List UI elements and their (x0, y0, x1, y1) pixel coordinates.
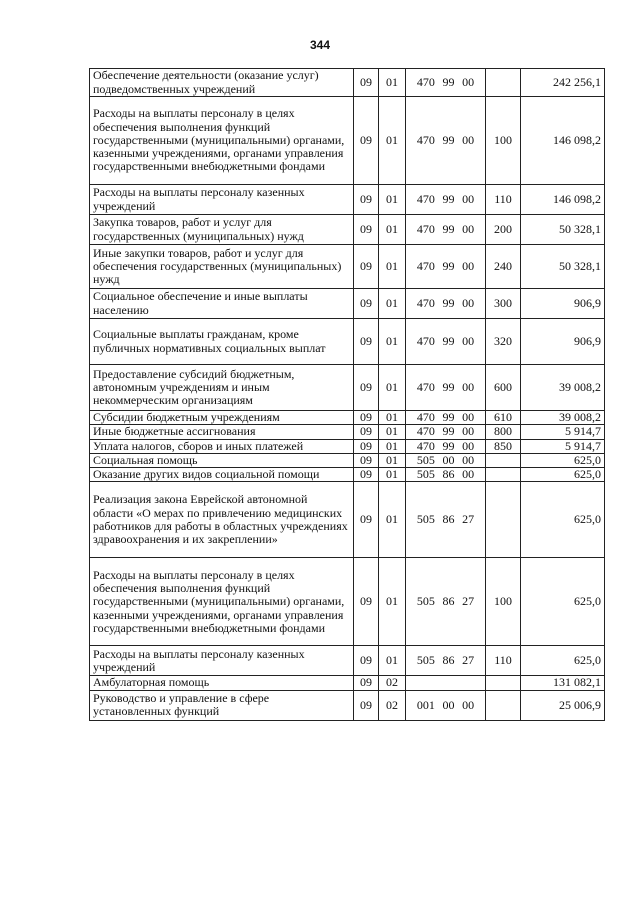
target-article-part: 00 (462, 697, 475, 712)
table-row (90, 245, 605, 289)
row-name: Расходы на выплаты персоналу казенных учреждений (90, 185, 354, 215)
row-target-article (406, 482, 486, 558)
row-section-code: 09 (354, 690, 379, 720)
row-target-article (406, 425, 486, 439)
row-target-article (406, 411, 486, 425)
row-expense-type: 850 (486, 439, 521, 453)
row-target-article (406, 468, 486, 482)
row-target-article (406, 245, 486, 289)
table-row (90, 439, 605, 453)
row-amount: 625,0 (521, 453, 605, 467)
target-article-part: 470 (416, 132, 435, 147)
row-section-code: 09 (354, 185, 379, 215)
target-article-part: 505 (416, 653, 435, 668)
target-article-part: 99 (442, 410, 455, 424)
row-section-code: 09 (354, 245, 379, 289)
target-article-part: 99 (442, 333, 455, 348)
target-article-part: 470 (416, 438, 435, 453)
row-name: Амбулаторная помощь (90, 676, 354, 690)
target-article-part: 470 (416, 333, 435, 348)
row-expense-type: 100 (486, 97, 521, 185)
row-amount: 906,9 (521, 289, 605, 319)
row-section-code: 09 (354, 425, 379, 439)
target-article-parts (409, 699, 482, 712)
row-amount: 131 082,1 (521, 676, 605, 690)
target-article-parts (409, 440, 482, 453)
target-article-parts (409, 454, 482, 467)
target-article-part: 505 (416, 467, 435, 482)
row-name: Социальные выплаты гражданам, кроме публичных нормативных социальных выплат (90, 319, 354, 365)
table-row (90, 319, 605, 365)
row-expense-type: 300 (486, 289, 521, 319)
target-article-part: 00 (462, 258, 475, 273)
row-name: Оказание других видов социальной помощи (90, 468, 354, 482)
table-row (90, 425, 605, 439)
table-row (90, 411, 605, 425)
row-subsection-code: 01 (379, 319, 406, 365)
target-article-part: 99 (442, 74, 455, 89)
row-amount: 146 098,2 (521, 97, 605, 185)
row-name: Реализация закона Еврейской автономной области «О мерах по привлечению медицинских работников для работы в областных учреждениях здравоохранения и их закреплении» (90, 482, 354, 558)
target-article-part: 470 (416, 424, 435, 439)
row-section-code: 09 (354, 97, 379, 185)
target-article-part: 505 (416, 452, 435, 467)
target-article-part: 00 (462, 132, 475, 147)
row-amount: 625,0 (521, 558, 605, 646)
target-article-part: 470 (416, 379, 435, 394)
row-name: Закупка товаров, работ и услуг для государственных (муниципальных) нужд (90, 215, 354, 245)
row-subsection-code: 01 (379, 245, 406, 289)
row-subsection-code: 01 (379, 69, 406, 97)
row-target-article (406, 97, 486, 185)
target-article-part: 00 (462, 379, 475, 394)
target-article-parts (409, 76, 482, 89)
target-article-part: 505 (416, 594, 435, 609)
row-amount: 50 328,1 (521, 215, 605, 245)
row-expense-type: 110 (486, 185, 521, 215)
target-article-part: 00 (442, 697, 455, 712)
target-article-parts (409, 134, 482, 147)
table-row (90, 468, 605, 482)
row-subsection-code: 02 (379, 676, 406, 690)
row-subsection-code: 01 (379, 468, 406, 482)
row-expense-type (486, 676, 521, 690)
row-expense-type: 240 (486, 245, 521, 289)
target-article-part: 00 (442, 452, 455, 467)
row-target-article (406, 289, 486, 319)
table-row (90, 646, 605, 676)
target-article-parts (409, 654, 482, 667)
target-article-parts (409, 513, 482, 526)
page-number: 344 (309, 38, 331, 52)
target-article-parts (409, 193, 482, 206)
table-row (90, 558, 605, 646)
table-row (90, 365, 605, 411)
target-article-part: 99 (442, 295, 455, 310)
row-target-article (406, 185, 486, 215)
row-name: Руководство и управление в сфере установленных функций (90, 690, 354, 720)
row-amount: 39 008,2 (521, 411, 605, 425)
row-subsection-code: 01 (379, 215, 406, 245)
target-article-part: 86 (442, 467, 455, 482)
row-target-article (406, 558, 486, 646)
row-section-code: 09 (354, 289, 379, 319)
table-row (90, 69, 605, 97)
target-article-part: 00 (462, 295, 475, 310)
table-row (90, 215, 605, 245)
target-article-part: 86 (442, 512, 455, 527)
row-target-article (406, 215, 486, 245)
row-expense-type: 110 (486, 646, 521, 676)
target-article-parts (409, 260, 482, 273)
target-article-part: 00 (462, 410, 475, 424)
row-target-article (406, 439, 486, 453)
row-amount: 5 914,7 (521, 439, 605, 453)
row-amount: 625,0 (521, 482, 605, 558)
row-section-code: 09 (354, 453, 379, 467)
row-subsection-code: 02 (379, 690, 406, 720)
row-target-article (406, 690, 486, 720)
row-amount: 146 098,2 (521, 185, 605, 215)
row-expense-type (486, 690, 521, 720)
row-section-code: 09 (354, 319, 379, 365)
row-subsection-code: 01 (379, 289, 406, 319)
target-article-part: 470 (416, 191, 435, 206)
target-article-part: 001 (416, 697, 435, 712)
row-target-article (406, 69, 486, 97)
row-target-article (406, 676, 486, 690)
row-expense-type (486, 453, 521, 467)
target-article-part: 27 (462, 653, 475, 668)
row-expense-type: 600 (486, 365, 521, 411)
row-subsection-code: 01 (379, 646, 406, 676)
row-section-code: 09 (354, 468, 379, 482)
target-article-part: 470 (416, 295, 435, 310)
row-section-code: 09 (354, 676, 379, 690)
row-amount: 625,0 (521, 468, 605, 482)
row-amount: 242 256,1 (521, 69, 605, 97)
target-article-part: 470 (416, 258, 435, 273)
target-article-part: 470 (416, 410, 435, 424)
target-article-part: 00 (462, 221, 475, 236)
target-article-part: 86 (442, 594, 455, 609)
row-expense-type (486, 69, 521, 97)
row-target-article (406, 365, 486, 411)
target-article-parts (409, 595, 482, 608)
row-name: Обеспечение деятельности (оказание услуг) подведомственных учреждений (90, 69, 354, 97)
row-subsection-code: 01 (379, 558, 406, 646)
row-expense-type: 610 (486, 411, 521, 425)
row-expense-type: 320 (486, 319, 521, 365)
target-article-part: 99 (442, 221, 455, 236)
target-article-parts (409, 297, 482, 310)
target-article-part: 00 (462, 191, 475, 206)
target-article-part: 00 (462, 333, 475, 348)
row-name: Субсидии бюджетным учреждениям (90, 411, 354, 425)
row-name: Иные бюджетные ассигнования (90, 425, 354, 439)
row-section-code: 09 (354, 215, 379, 245)
row-expense-type (486, 482, 521, 558)
row-section-code: 09 (354, 365, 379, 411)
row-amount: 50 328,1 (521, 245, 605, 289)
table-row (90, 482, 605, 558)
row-subsection-code: 01 (379, 425, 406, 439)
row-section-code: 09 (354, 411, 379, 425)
row-target-article (406, 453, 486, 467)
target-article-part: 99 (442, 258, 455, 273)
target-article-part: 505 (416, 512, 435, 527)
target-article-part: 27 (462, 512, 475, 527)
row-subsection-code: 01 (379, 365, 406, 411)
row-expense-type (486, 468, 521, 482)
row-section-code: 09 (354, 646, 379, 676)
row-section-code: 09 (354, 69, 379, 97)
row-subsection-code: 01 (379, 411, 406, 425)
row-subsection-code: 01 (379, 97, 406, 185)
row-subsection-code: 01 (379, 482, 406, 558)
target-article-parts (409, 381, 482, 394)
target-article-part: 00 (462, 424, 475, 439)
table-row (90, 453, 605, 467)
target-article-part: 99 (442, 132, 455, 147)
target-article-parts (409, 468, 482, 481)
target-article-part: 86 (442, 653, 455, 668)
target-article-part: 27 (462, 594, 475, 609)
row-expense-type: 200 (486, 215, 521, 245)
budget-table-body (90, 69, 605, 721)
row-target-article (406, 319, 486, 365)
row-target-article (406, 646, 486, 676)
target-article-part: 99 (442, 438, 455, 453)
row-name: Иные закупки товаров, работ и услуг для обеспечения государственных (муниципальных) нужд (90, 245, 354, 289)
row-amount: 625,0 (521, 646, 605, 676)
table-row (90, 185, 605, 215)
target-article-part: 00 (462, 467, 475, 482)
target-article-part: 99 (442, 379, 455, 394)
table-row (90, 289, 605, 319)
target-article-part: 470 (416, 221, 435, 236)
row-name: Расходы на выплаты персоналу в целях обеспечения выполнения функций государственными (муниципальными) органами, казенными учреждениями, органами управления государственными внебюджетными фондами (90, 97, 354, 185)
row-amount: 25 006,9 (521, 690, 605, 720)
row-name: Расходы на выплаты персоналу в целях обеспечения выполнения функций государственными (муниципальными) органами, казенными учреждениями, органами управления государственными внебюджетными фондами (90, 558, 354, 646)
row-name: Расходы на выплаты персоналу казенных учреждений (90, 646, 354, 676)
target-article-part: 00 (462, 438, 475, 453)
budget-table (89, 68, 605, 721)
row-name: Социальное обеспечение и иные выплаты населению (90, 289, 354, 319)
row-subsection-code: 01 (379, 439, 406, 453)
table-row (90, 97, 605, 185)
target-article-part: 99 (442, 424, 455, 439)
row-amount: 39 008,2 (521, 365, 605, 411)
row-name: Предоставление субсидий бюджетным, автономным учреждениям и иным некоммерческим организациям (90, 365, 354, 411)
table-row (90, 676, 605, 690)
row-section-code: 09 (354, 439, 379, 453)
table-row (90, 690, 605, 720)
target-article-parts (409, 425, 482, 438)
row-subsection-code: 01 (379, 453, 406, 467)
row-amount: 906,9 (521, 319, 605, 365)
target-article-part: 00 (462, 74, 475, 89)
target-article-parts (409, 411, 482, 424)
row-name: Социальная помощь (90, 453, 354, 467)
row-expense-type: 800 (486, 425, 521, 439)
target-article-parts (409, 223, 482, 236)
target-article-part: 99 (442, 191, 455, 206)
target-article-parts (409, 335, 482, 348)
target-article-part: 470 (416, 74, 435, 89)
row-section-code: 09 (354, 482, 379, 558)
row-amount: 5 914,7 (521, 425, 605, 439)
row-subsection-code: 01 (379, 185, 406, 215)
row-expense-type: 100 (486, 558, 521, 646)
row-name: Уплата налогов, сборов и иных платежей (90, 439, 354, 453)
target-article-part: 00 (462, 452, 475, 467)
row-section-code: 09 (354, 558, 379, 646)
